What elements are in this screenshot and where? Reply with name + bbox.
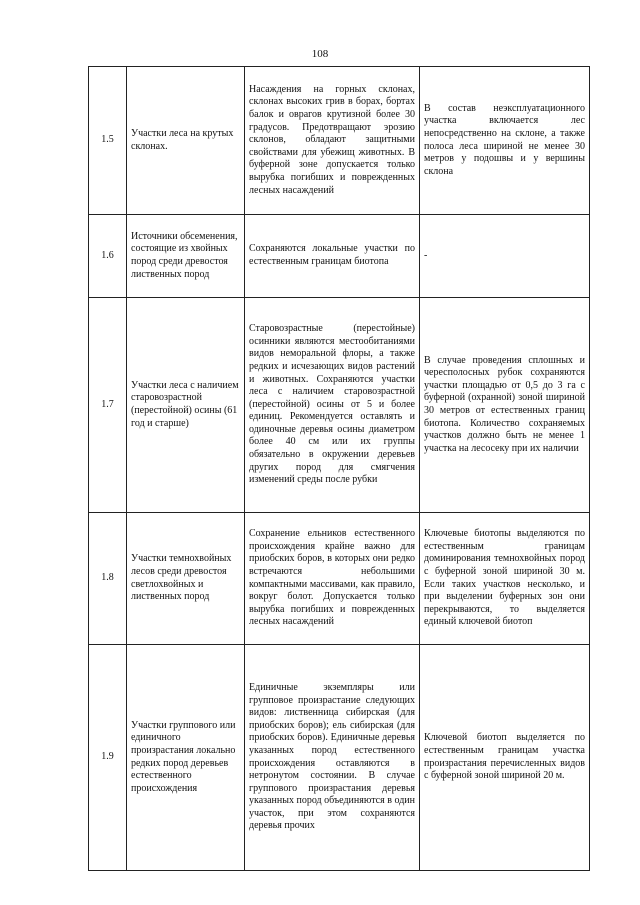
row-number: 1.5 — [89, 67, 127, 215]
description-cell: Насаждения на горных склонах, склонах высоких грив в борах, бортах балок и оврагов крутизной более 30 градусов. Предотвращают эрозию склонов, обладают защитными свойствами для убежищ животных. В буферной зоне допускается только вырубка погибших и поврежденных лесных насаждений — [245, 67, 420, 215]
requirements-cell: Ключевой биотоп выделяется по естественным границам участка произрастания перечисленных видов с буферной зоной шириной 20 м. — [420, 645, 590, 871]
table-row — [89, 298, 590, 513]
biotope-table — [88, 66, 590, 871]
description-cell: Сохраняются локальные участки по естественным границам биотопа — [245, 215, 420, 298]
requirements-cell: Ключевые биотопы выделяются по естественным границам доминирования темнохвойных пород с буферной зоной шириной 30 м. Если таких участков несколько, и при выделении буферных зон они перекрываются, то выделяется единый ключевой биотоп — [420, 513, 590, 645]
object-cell: Источники обсеменения, состоящие из хвойных пород среди древостоя лиственных пород — [127, 215, 245, 298]
object-cell: Участки леса с наличием старовозрастной (перестойной) осины (61 год и старше) — [127, 298, 245, 513]
object-cell: Участки группового или единичного произрастания локально редких пород деревьев естественного происхождения — [127, 645, 245, 871]
row-number: 1.9 — [89, 645, 127, 871]
row-number: 1.6 — [89, 215, 127, 298]
row-number: 1.8 — [89, 513, 127, 645]
description-cell: Единичные экземпляры или групповое произрастание следующих видов: лиственница сибирская (для приобских боров); ель сибирская (для приобских боров). Единичные деревья указанных пород естественного происхождения оставляются в нетронутом состоянии. В случае группового произрастания деревья указанных пород объединяются в один участок, при этом сохраняются деревья прочих — [245, 645, 420, 871]
table-row — [89, 645, 590, 871]
description-cell: Сохранение ельников естественного происхождения крайне важно для приобских боров, в которых они редко встречаются небольшими компактными массивами, как правило, вокруг болот. Допускается только вырубка погибших и поврежденных лесных насаждений — [245, 513, 420, 645]
table-row — [89, 67, 590, 215]
row-number: 1.7 — [89, 298, 127, 513]
table-row — [89, 215, 590, 298]
object-cell: Участки леса на крутых склонах. — [127, 67, 245, 215]
description-cell: Старовозрастные (перестойные) осинники являются местообитаниями видов неморальной флоры, а также редких и исчезающих видов растений и животных. Сохраняются участки леса с наличием старовозрастной (перестойной) осины от 5 и более единиц. Рекомендуется оставлять и одиночные деревья осины диаметром более 40 см или их группы обязательно в окружении деревьев других пород для смягчения изменений среды после рубки — [245, 298, 420, 513]
object-cell: Участки темнохвойных лесов среди древостоя светлохвойных и лиственных пород — [127, 513, 245, 645]
requirements-cell: В случае проведения сплошных и чересполосных рубок сохраняются участки площадью от 0,5 до 3 га с буферной (охранной) зоной шириной 30 метров от естественных границ биотопа. Количество сохраняемых участков должно быть не менее 1 участка на лесосеку при их наличии — [420, 298, 590, 513]
requirements-cell: - — [420, 215, 590, 298]
table-row — [89, 513, 590, 645]
page-number: 108 — [311, 48, 329, 60]
requirements-cell: В состав неэксплуатационного участка включается лес непосредственно на склоне, а также полоса леса шириной не менее 30 метров у подошвы и у вершины склона — [420, 67, 590, 215]
